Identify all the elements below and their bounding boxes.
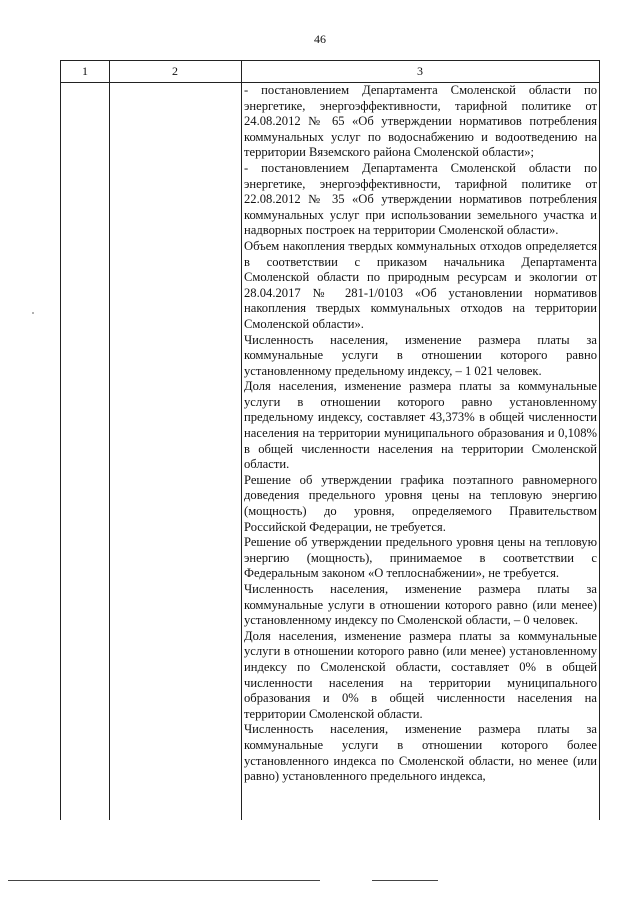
header-col-1: 1 xyxy=(82,64,88,78)
column-3-content xyxy=(242,83,599,785)
paragraph: - постановлением Департамента Смоленской области по энергетике, энергоэффективности, тарифной политике от 24.08.2012 № 65 «Об утверждении нормативов потребления коммунальных услуг по водоснабжению и водоотведению на территории Вяземского района Смоленской области»; xyxy=(244,83,597,160)
paragraph: Доля населения, изменение размера платы за коммунальные услуги в отношении которого равно (или менее) установленному индексу по Смоленской области, составляет 0% в общей численности населения на территории муниципального образования и 0% в общей численности населения на территории Смоленской области. xyxy=(244,628,597,721)
document-table xyxy=(60,60,600,820)
paragraph: Численность населения, изменение размера платы за коммунальные услуги в отношении которого равно (или менее) установленному индексу по Смоленской области, – 0 человек. xyxy=(244,582,597,628)
paragraph: Численность населения, изменение размера платы за коммунальные услуги в отношении которого равно установленному предельному индексу, – 1 021 человек. xyxy=(244,332,597,378)
scan-edge-line xyxy=(372,880,438,881)
table-header-row xyxy=(61,61,599,83)
paragraph: Решение об утверждении предельного уровня цены на тепловую энергию (мощность), принимаемое в соответствии с Федеральным законом «О теплоснабжении», не требуется. xyxy=(244,535,597,581)
paragraph: Доля населения, изменение размера платы за коммунальные услуги в отношении которого равно установленному предельному индексу, составляет 43,373% в общей численности населения на территории муниципального образования и 0,108% в общей численности населения на территории Смоленской области. xyxy=(244,379,597,472)
column-divider xyxy=(109,61,110,820)
paragraph: Численность населения, изменение размера платы за коммунальные услуги в отношении которого более установленного индекса по Смоленской области, но менее (или равно) установленного предельного индекса, xyxy=(244,722,597,784)
page-number: 46 xyxy=(314,32,326,46)
header-col-3: 3 xyxy=(417,64,423,78)
paragraph: Решение об утверждении графика поэтапного равномерного доведения предельного уровня цены на тепловую энергию (мощность) до уровня, определяемого Правительством Российской Федерации, не требуется. xyxy=(244,472,597,534)
scan-edge-line xyxy=(8,880,320,881)
scan-speck xyxy=(32,312,34,314)
paragraph: - постановлением Департамента Смоленской области по энергетике, энергоэффективности, тарифной политике от 22.08.2012 № 35 «Об утверждении нормативов потребления коммунальных услуг при использовании земельного участка и надворных построек на территории Смоленской области». xyxy=(244,160,597,238)
header-col-2: 2 xyxy=(172,64,178,78)
paragraph: Объем накопления твердых коммунальных отходов определяется в соответствии с приказом начальника Департамента Смоленской области по природным ресурсам и экологии от 28.04.2017 № 281-1/0103 «Об установлении нормативов накопления твердых коммунальных отходов на территории Смоленской области». xyxy=(244,238,597,331)
